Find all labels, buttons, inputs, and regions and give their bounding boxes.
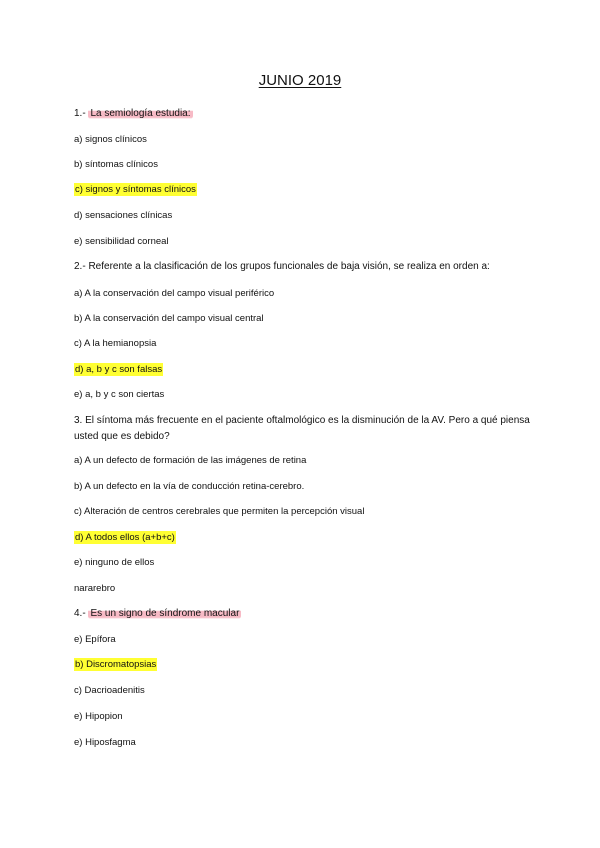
question-4-text: Es un signo de síndrome macular	[90, 608, 240, 619]
answer-highlight: d) a, b y c son falsas	[75, 364, 163, 375]
question-1-number: 1.-	[74, 108, 86, 119]
q1-option-c-answer	[74, 184, 197, 196]
question-2-text: Referente a la clasificación de los grupos funcionales de baja visión, se realiza en orden a:	[88, 261, 490, 272]
q2-option-d-answer	[74, 364, 163, 376]
answer-highlight: d) A todos ellos (a+b+c)	[75, 532, 175, 543]
question-1-text: La semiología estudia:	[90, 108, 191, 119]
question-4-number: 4.-	[74, 608, 86, 619]
q2-option-e: e) a, b y c son ciertas	[74, 389, 165, 400]
q4-option-1: e) Epífora	[74, 634, 116, 645]
q2-option-c: c) A la hemianopsia	[74, 338, 157, 349]
q3-option-d-answer	[74, 532, 176, 544]
question-2	[74, 261, 490, 273]
q3-option-a: a) A un defecto de formación de las imágenes de retina	[74, 455, 307, 466]
question-1	[74, 108, 193, 120]
q3-option-c: c) Alteración de centros cerebrales que permiten la percepción visual	[74, 506, 365, 517]
q3-option-b: b) A un defecto en la vía de conducción retina-cerebro.	[74, 481, 305, 492]
question-3-text: El síntoma más frecuente en el paciente oftalmológico es la disminución de la AV. Pero a qué piensa usted que es debido?	[74, 415, 530, 442]
q1-option-e: e) sensibilidad corneal	[74, 236, 169, 247]
question-4	[74, 608, 241, 620]
question-3	[74, 413, 530, 445]
question-3-number: 3.	[74, 415, 83, 426]
answer-highlight: c) signos y síntomas clínicos	[75, 184, 196, 195]
q3-note: nararebro	[74, 583, 116, 594]
q2-option-a: a) A la conservación del campo visual periférico	[74, 288, 275, 299]
q4-option-b-answer	[74, 659, 157, 671]
q4-option-c: c) Dacrioadenitis	[74, 685, 145, 696]
question-2-number: 2.-	[74, 261, 86, 272]
q4-option-5: e) Hiposfagma	[74, 737, 136, 748]
answer-highlight: b) Discromatopsias	[75, 659, 157, 670]
q4-option-4: e) Hipopion	[74, 711, 123, 722]
page-title: JUNIO 2019	[258, 72, 342, 89]
q1-option-b: b) síntomas clínicos	[74, 159, 158, 170]
q1-option-a: a) signos clínicos	[74, 134, 147, 145]
q1-option-d: d) sensaciones clínicas	[74, 210, 173, 221]
q2-option-b: b) A la conservación del campo visual central	[74, 313, 264, 324]
q3-option-e: e) ninguno de ellos	[74, 557, 155, 568]
